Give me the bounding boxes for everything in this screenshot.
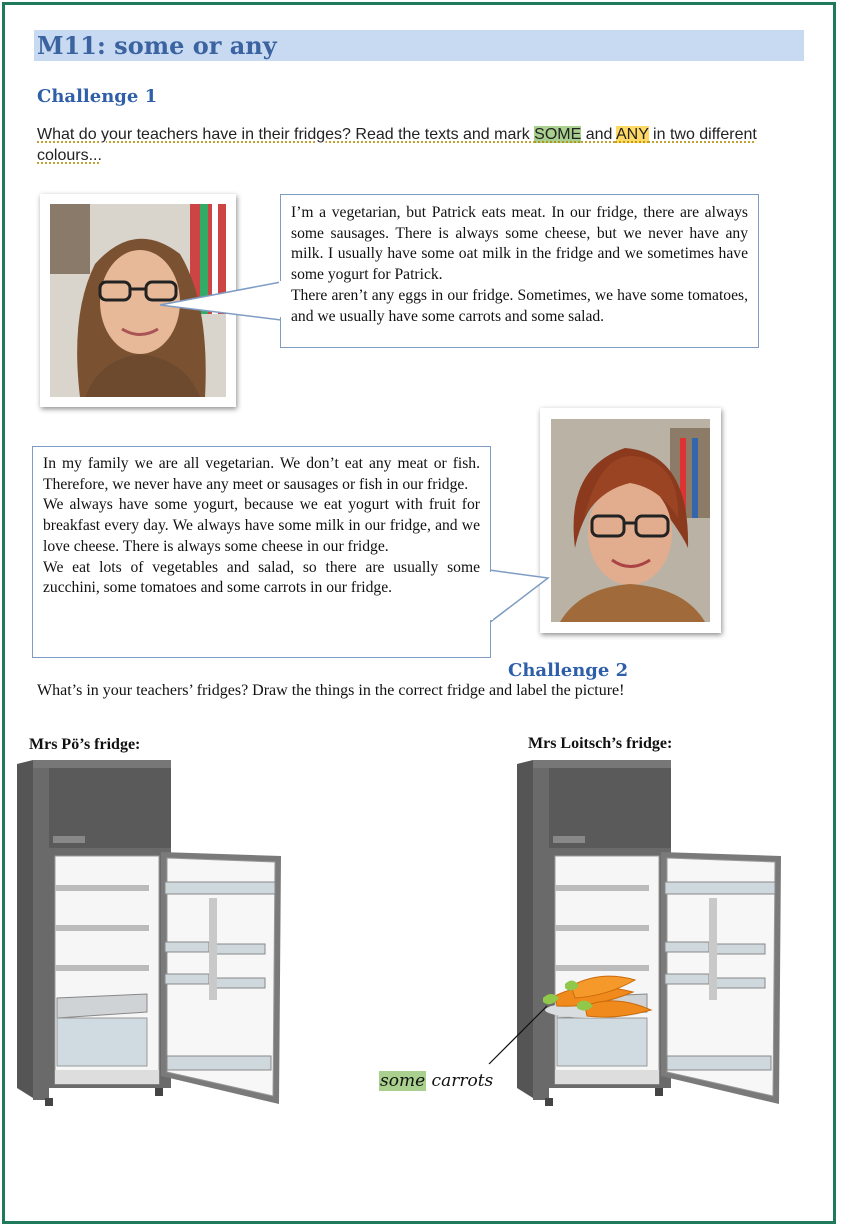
challenge-1-instruction [37, 124, 797, 166]
teacher-2-speech-bubble [32, 446, 491, 658]
teacher-2-text-2: We always have some yogurt, because we eat yogurt with fruit for breakfast every day. We always have some milk in our fridge, and we love cheese. There is always some cheese in our fridge. [43, 496, 480, 555]
some-highlight: SOME [534, 126, 582, 143]
fridge-1-label: Mrs Pö’s fridge: [29, 736, 141, 753]
instruction-and: and [581, 126, 616, 143]
fridge-2-label: Mrs Loitsch’s fridge: [528, 735, 673, 752]
page-title: M11: some or any [37, 31, 277, 60]
challenge-1-heading: Challenge 1 [37, 86, 158, 107]
challenge-2-heading: Challenge 2 [508, 660, 629, 681]
bubble-2-join [489, 572, 493, 620]
instruction-text-a: What do your teachers have in their fridges? Read the texts and mark [37, 126, 535, 143]
teacher-2-portrait-icon [540, 408, 721, 633]
teacher-1-speech-bubble [280, 194, 759, 348]
teacher-1-text-2: There aren’t any eggs in our fridge. Sometimes, we have some tomatoes, and we usually have some carrots and some salad. [291, 286, 748, 325]
example-label [379, 1071, 493, 1091]
bubble-1-pointer [150, 270, 290, 330]
challenge-2-instruction: What’s in your teachers’ fridges? Draw the things in the correct fridge and label the picture! [37, 682, 625, 699]
instruction-text-b: in two different colours... [37, 126, 757, 164]
teacher-2-text-1: In my family we are all vegetarian. We don’t eat any meat or fish. Therefore, we never have any meet or sausages or fish in our fridge. [43, 455, 480, 493]
label-pointer-line [485, 1000, 555, 1070]
teacher-1-text-1: I’m a vegetarian, but Patrick eats meat. In our fridge, there are always some sausages. There is always some cheese, but we never have any milk. I usually have some oat milk in the fridge and we sometimes have some yogurt for Patrick. [291, 204, 748, 284]
any-highlight: ANY [615, 126, 649, 143]
example-some: some [380, 1071, 426, 1091]
fridge-2-icon [515, 758, 785, 1106]
example-item: carrots [426, 1071, 494, 1091]
bubble-1-join [279, 281, 282, 317]
teacher-2-photo [540, 408, 721, 633]
fridge-1-icon [15, 758, 285, 1106]
teacher-2-text-3: We eat lots of vegetables and salad, so there are usually some zucchini, some tomatoes and some carrots in our fridge. [43, 558, 480, 597]
